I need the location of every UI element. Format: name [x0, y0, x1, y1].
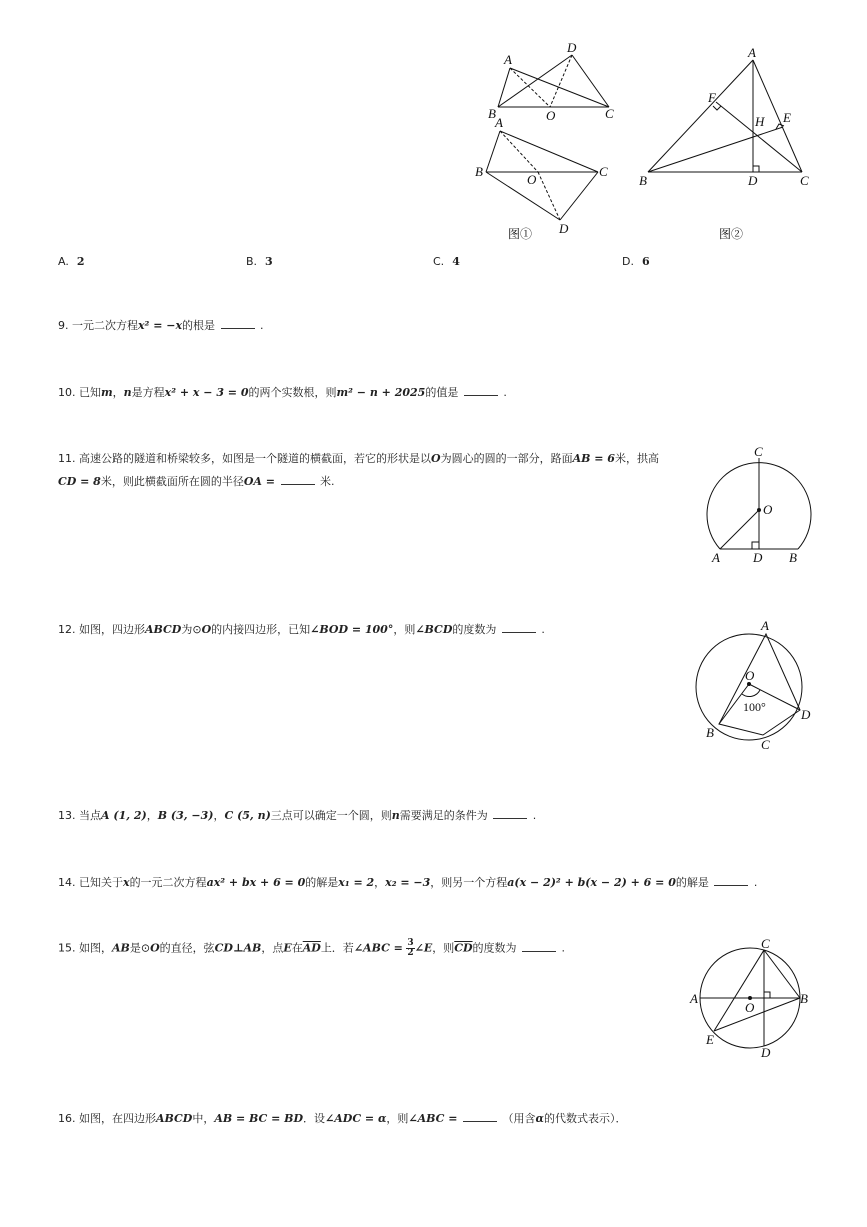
question-14	[58, 875, 757, 891]
q16-quad: ABCD	[156, 1112, 193, 1125]
q15-label-O: O	[745, 1000, 755, 1015]
q10-expression: m² − n + 2025	[336, 386, 426, 399]
q15-arc-AD: $\overline{AD}$	[302, 941, 321, 955]
q11-CD: CD = 8	[58, 475, 101, 488]
q14-x2: x₂ = −3	[385, 876, 431, 889]
option-d-letter: D.	[622, 255, 634, 268]
q13-answer-blank[interactable]	[493, 808, 527, 819]
q15-fraction	[406, 939, 414, 958]
q15-AB: AB	[112, 941, 130, 955]
q12-number: 12.	[58, 623, 76, 636]
q14-x: x	[123, 876, 130, 889]
q12-inscribed-quad-figure	[690, 612, 820, 757]
option-a-letter: A.	[58, 255, 69, 268]
question-16	[58, 1111, 626, 1127]
q14-mid: 的一元二次方程	[129, 876, 207, 889]
q12-label-O: O	[745, 668, 755, 683]
q11-O: O	[431, 452, 441, 465]
fig1-caption: 图①	[508, 227, 533, 241]
fig1b-label-O: O	[527, 172, 537, 187]
q15-circle-figure	[688, 936, 818, 1061]
option-d-value: 6	[641, 255, 650, 268]
q10-sep: ，	[112, 386, 124, 399]
q14-number: 14.	[58, 876, 76, 889]
q13-pre: 当点	[79, 809, 101, 822]
q10-n: n	[123, 386, 132, 399]
q14-answer-blank[interactable]	[714, 875, 748, 886]
q15-label-A: A	[690, 991, 698, 1006]
q13-point-B: B (3, −3)	[157, 809, 214, 822]
q10-post: 的值是	[425, 386, 459, 399]
q15-mid2: 的直径，弦	[159, 941, 215, 955]
q11-label-B: B	[789, 550, 797, 565]
question-15	[58, 939, 565, 958]
q16-number: 16.	[58, 1112, 76, 1125]
q16-ask: ∠ABC =	[408, 1112, 458, 1125]
q14-post: 的解是	[675, 876, 709, 889]
fig2-label-H: H	[755, 114, 765, 129]
q12-O: O	[201, 623, 212, 636]
q15-O: O	[150, 941, 160, 955]
q14-mid3: ，则另一个方程	[430, 876, 508, 889]
q9-answer-blank[interactable]	[221, 318, 255, 329]
q12-quad: ABCD	[145, 623, 182, 636]
q12-mid2: 的内接四边形，已知	[211, 623, 311, 636]
q12-label-B: B	[706, 725, 714, 740]
fig1b-label-A: A	[495, 115, 503, 130]
q15-frac-num: 3	[407, 938, 414, 948]
fig2-label-E: E	[783, 110, 791, 125]
q12-angle: ∠BOD = 100°	[310, 623, 394, 636]
option-b-value: 3	[265, 255, 273, 268]
q15-mid: 是⊙	[129, 941, 151, 955]
q16-mid: 中，	[192, 1112, 215, 1125]
option-b-letter: B.	[246, 255, 258, 268]
q15-label-C: C	[761, 936, 770, 951]
question-9	[58, 318, 264, 334]
figure-2-diagram	[636, 40, 816, 245]
q10-mid: 是方程	[131, 386, 165, 399]
q15-label-D: D	[761, 1045, 771, 1060]
fig2-label-C: C	[800, 173, 809, 188]
q14-end: .	[753, 876, 758, 889]
q11-line2-post: 米.	[320, 475, 335, 488]
q10-mid2: 的两个实数根，则	[248, 386, 337, 399]
q12-label-100deg: 100°	[743, 700, 766, 714]
q13-sep2: ，	[213, 809, 225, 822]
q9-post: 的根是	[182, 319, 216, 332]
question-11-line-2	[58, 474, 335, 490]
fig1a-label-D: D	[567, 40, 577, 55]
q15-pre: 如图，	[79, 941, 112, 955]
q15-end: .	[561, 941, 566, 955]
fig1a-label-C: C	[605, 106, 614, 121]
q16-post: （用含	[502, 1112, 536, 1125]
q16-condition: ∠ADC = α	[325, 1112, 387, 1125]
option-a[interactable]	[58, 255, 84, 268]
q14-x1: x₁ = 2	[338, 876, 375, 889]
q11-AB: AB = 6	[572, 452, 615, 465]
option-a-value: 2	[76, 255, 85, 268]
q16-alpha: α	[535, 1112, 544, 1125]
q15-perp: CD⊥AB	[214, 941, 262, 955]
q11-number: 11.	[58, 452, 76, 465]
q12-label-D: D	[801, 707, 811, 722]
q11-tunnel-figure	[700, 440, 820, 570]
q13-point-A: A (1, 2)	[101, 809, 147, 822]
fig1b-label-B: B	[475, 164, 483, 179]
question-12	[58, 622, 545, 638]
q11-label-A: A	[712, 550, 720, 565]
q16-post2: 的代数式表示）．	[543, 1112, 627, 1125]
q10-number: 10.	[58, 386, 76, 399]
q10-answer-blank[interactable]	[464, 385, 498, 396]
q16-mid2: ．设	[303, 1112, 326, 1125]
option-c-letter: C.	[433, 255, 445, 268]
fig2-label-D: D	[748, 173, 758, 188]
q11-label-D: D	[753, 550, 763, 565]
question-11-line-1	[58, 451, 659, 467]
q11-line2-mid: 米，则此横截面所在圆的半径	[100, 475, 244, 488]
q11-OA: OA =	[243, 475, 275, 488]
question-10	[58, 385, 507, 401]
option-b[interactable]	[246, 255, 273, 268]
q11-line1-post: 米，拱高	[614, 452, 659, 465]
q15-label-E: E	[706, 1032, 714, 1047]
q9-equation: x² = −x	[138, 319, 183, 332]
q15-number: 15.	[58, 941, 76, 955]
q13-sep1: ，	[146, 809, 158, 822]
q12-pre: 如图，四边形	[79, 623, 145, 636]
q12-answer-blank[interactable]	[502, 622, 536, 633]
q15-arc-CD: $\overline{CD}$	[454, 941, 473, 955]
q10-m: m	[101, 386, 113, 399]
fig2-label-A: A	[748, 45, 756, 60]
q10-equation: x² + x − 3 = 0	[164, 386, 249, 399]
fig1a-label-A: A	[504, 52, 512, 67]
q14-equation: ax² + bx + 6 = 0	[206, 876, 306, 889]
q14-equation2: a(x − 2)² + b(x − 2) + 6 = 0	[507, 876, 676, 889]
question-13	[58, 808, 536, 824]
fig2-caption: 图②	[719, 227, 744, 241]
q15-frac-den: 2	[407, 948, 414, 958]
q9-end: .	[260, 319, 264, 332]
fig1a-label-O: O	[546, 108, 556, 123]
option-c[interactable]	[433, 255, 460, 268]
q15-post: 的度数为	[472, 941, 517, 955]
q12-mid3: ，则	[393, 623, 416, 636]
q15-answer-blank[interactable]	[522, 941, 556, 952]
fig1a-label-B: B	[488, 106, 496, 121]
q9-pre: 一元二次方程	[72, 319, 138, 332]
q11-label-O: O	[763, 502, 773, 517]
q15-E: E	[283, 941, 292, 955]
fig2-label-F: F	[708, 90, 716, 105]
q14-mid2: 的解是	[305, 876, 339, 889]
figure-1-diagrams	[470, 38, 650, 248]
q13-end: .	[532, 809, 537, 822]
q9-number: 9.	[58, 319, 69, 332]
figure-1b	[486, 131, 598, 220]
figure-1a	[498, 55, 609, 107]
q12-end: .	[541, 623, 545, 636]
q14-sep: ，	[374, 876, 386, 889]
fig2-label-B: B	[639, 173, 647, 188]
q15-label-B: B	[800, 991, 808, 1006]
q11-label-C: C	[754, 444, 763, 459]
q11-line1-pre: 高速公路的隧道和桥梁较多，如图是一个隧道的横截面，若它的形状是以	[79, 452, 431, 465]
q14-pre: 已知关于	[79, 876, 123, 889]
q16-equation: AB = BC = BD	[214, 1112, 304, 1125]
q15-mid4: 在	[291, 941, 303, 955]
q12-label-A: A	[761, 618, 769, 633]
q16-mid3: ，则	[386, 1112, 409, 1125]
q12-post: 的度数为	[452, 623, 497, 636]
q11-answer-blank[interactable]	[281, 474, 315, 485]
q16-pre: 如图，在四边形	[79, 1112, 156, 1125]
option-d[interactable]	[622, 255, 650, 268]
q13-n: n	[391, 809, 400, 822]
q12-mid: 为⊙	[181, 623, 202, 636]
option-c-value: 4	[452, 255, 460, 268]
q13-post: 需要满足的条件为	[399, 809, 488, 822]
q13-number: 13.	[58, 809, 76, 822]
fig1b-label-C: C	[599, 164, 608, 179]
q15-mid6: ，则	[432, 941, 455, 955]
q10-end: .	[503, 386, 507, 399]
q13-point-C: C (5, n)	[224, 809, 271, 822]
q11-line1-mid: 为圆心的圆的一部分，路面	[440, 452, 573, 465]
q15-cond2: ∠E	[414, 941, 433, 955]
q15-cond1: ∠ABC =	[353, 941, 403, 955]
q15-mid5: 上．若	[320, 941, 354, 955]
fig1b-label-D: D	[559, 221, 569, 236]
q13-mid: 三点可以确定一个圆，则	[270, 809, 392, 822]
q10-pre: 已知	[79, 386, 101, 399]
q16-answer-blank[interactable]	[463, 1111, 497, 1122]
q15-mid3: ，点	[261, 941, 284, 955]
q12-label-C: C	[761, 737, 770, 752]
q12-angle2: ∠BCD	[415, 623, 453, 636]
